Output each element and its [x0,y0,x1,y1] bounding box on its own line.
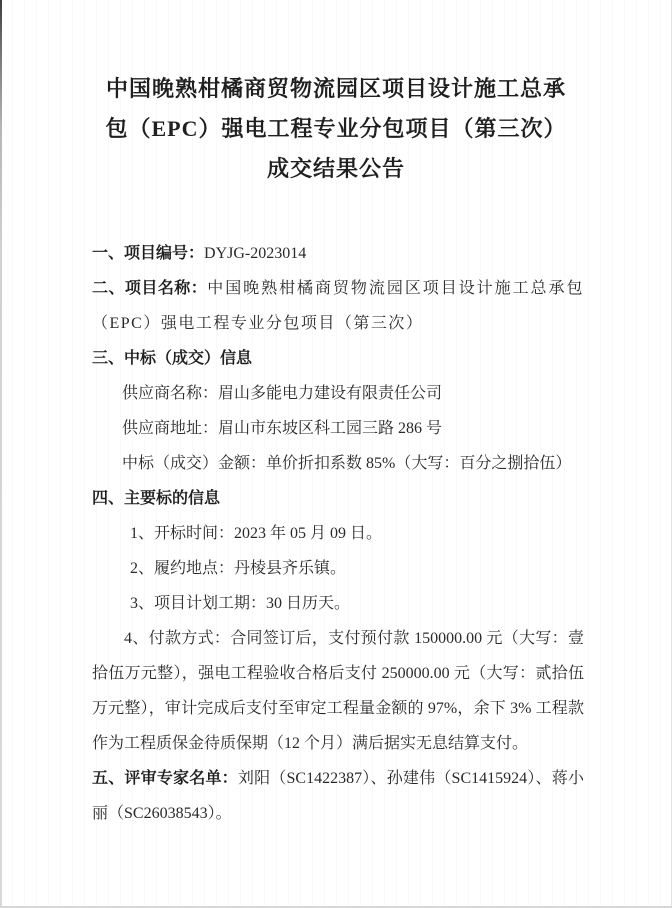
payment-terms-paragraph: 4、付款方式：合同签订后，支付预付款 150000.00 元（大写：壹拾伍万元整），强电工程验收合格后支付 250000.00 元（大写：贰拾伍万元整），审计完成后支付至审定工程量金额的 97%，余下 3% 工程款作为工程质保金待质保期（12 个月）满后据实无息结算支付。 [92,630,584,752]
project-number-line [92,236,584,271]
expert-list-label: 五、评审专家名单： [92,770,238,787]
title-line-3: 成交结果公告 [266,156,405,181]
project-name-line [92,271,584,341]
project-duration-line: 3、项目计划工期：30 日历天。 [130,595,351,612]
expert-list-value: 刘阳（SC1422387）、孙建伟（SC1415924）、蒋小丽（SC26038543）。 [92,770,584,822]
supplier-address-line: 供应商地址：眉山市东坡区科工园三路 286 号 [122,420,443,437]
award-info-heading: 三、中标（成交）信息 [92,350,253,367]
document-body [92,236,584,831]
performance-location-line: 2、履约地点：丹棱县齐乐镇。 [130,560,347,577]
expert-list-paragraph [92,761,584,831]
project-name-label: 二、项目名称： [92,280,208,297]
project-name-value: 中国晚熟柑橘商贸物流园区项目设计施工总承包（EPC）强电工程专业分包项目（第三次） [92,280,584,332]
title-line-1: 中国晚熟柑橘商贸物流园区项目设计施工总承 [105,76,566,101]
main-subject-heading: 四、主要标的信息 [92,490,221,507]
project-number-label: 一、项目编号： [92,245,205,262]
scan-edge-left [0,0,2,908]
project-number-value: DYJG-2023014 [204,245,307,262]
title-line-2: 包（EPC）强电工程专业分包项目（第三次） [105,116,567,141]
document-title [46,69,626,189]
supplier-name-line: 供应商名称：眉山多能电力建设有限责任公司 [122,385,443,402]
bid-opening-time-line: 1、开标时间：2023 年 05 月 09 日。 [130,525,383,542]
award-amount-line: 中标（成交）金额：单价折扣系数 85%（大写：百分之捌拾伍） [122,455,572,472]
